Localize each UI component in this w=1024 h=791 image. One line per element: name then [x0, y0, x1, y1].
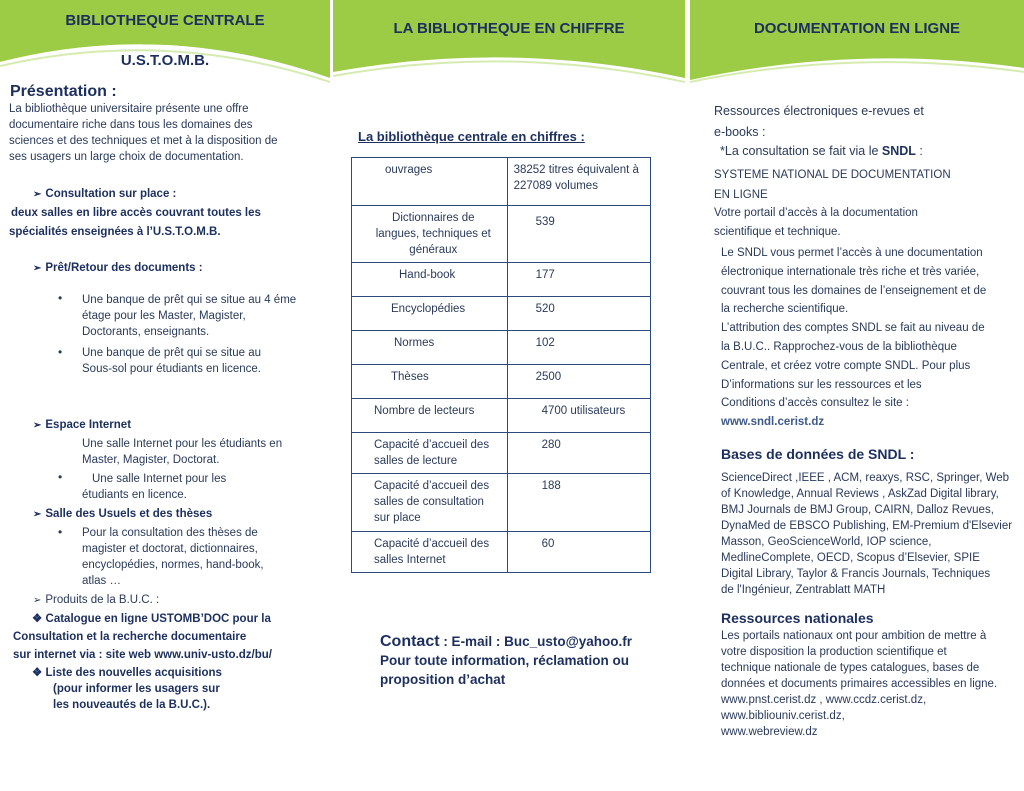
table-cell-value: 102 [507, 331, 650, 365]
table-cell-label: Normes [352, 331, 508, 365]
sndl-name: SYSTEME NATIONAL DE DOCUMENTATION EN LIGNE [714, 169, 951, 201]
bullet-dot: • [58, 291, 63, 305]
table-cell-label: Dictionnaires de langues, techniques et généraux [352, 206, 508, 263]
header-subtitle: U.S.T.O.M.B. [120, 52, 210, 69]
consultation-heading: ➢ Consultation sur place : [33, 186, 176, 203]
table-cell-value: 4700 utilisateurs [507, 399, 650, 433]
nationales-heading: Ressources nationales [721, 610, 874, 626]
contact-label: Contact [380, 633, 440, 650]
table-cell-value: 2500 [507, 365, 650, 399]
column-documentation [690, 0, 1024, 791]
table-row [352, 433, 651, 474]
link-bibliouniv[interactable]: www.bibliouniv.cerist.dz, [721, 710, 845, 722]
bullet-dot: • [58, 525, 63, 539]
table-cell-value: 188 [507, 474, 650, 532]
pret-item-1: Une banque de prêt qui se situe au 4 éme étage pour les Master, Magister, Doctorants, enseignants. [82, 294, 297, 338]
table-row [352, 297, 651, 331]
sndl-description: Le SNDL vous permet l’accès à une documentation électronique internationale très riche et très variée, couvrant tous les domaines de l’enseignement et de la recherche scientifique. L’attribution des comptes SNDL se fait au niveau de la B.U.C.. Rapprochez-vous de la bibliothèque Centrale, et créez votre compte SNDL. Pour plus D’informations sur les ressources et les Conditions d’accès consultez le site : www.sndl.cerist.dz [721, 244, 1021, 432]
liste-item: ❖ Liste des nouvelles acquisitions (pour informer les usagers sur les nouveautés de la B.U.C.). [32, 667, 222, 711]
nationales-text: Les portails nationaux ont pour ambition de mettre à votre disposition la production scientifique et technique nationale de types catalogues, bases de données et documents primaires accessibles en ligne. www.pnst.cerist.dz , www.ccdz.cerist.dz, www.bibliouniv.cerist.dz, www.webreview.dz [721, 628, 1023, 740]
table-cell-value: 38252 titres équivalent à 227089 volumes [507, 158, 650, 206]
link-webreview[interactable]: www.webreview.dz [721, 726, 818, 738]
catalogue-item: ❖ Catalogue en ligne USTOMB’DOC pour la Consultation et la recherche documentaire sur internet via : site web www.univ-usto.dz/bu/ [13, 611, 328, 663]
table-cell-label: Nombre de lecteurs [352, 399, 508, 433]
bullet-dot: • [58, 470, 63, 484]
presentation-heading: Présentation : [10, 83, 117, 100]
table-cell-label: Thèses [352, 365, 508, 399]
consultation-text: deux salles en libre accès couvrant toutes les spécialités enseignées à l’U.S.T.O.M.B. [9, 207, 261, 238]
header-wave [690, 0, 1024, 84]
produits-heading: ➢ Produits de la B.U.C. : [33, 592, 159, 609]
table-cell-value: 280 [507, 433, 650, 474]
header-banner [0, 0, 330, 84]
internet-text: Une salle Internet pour les étudiants en Master, Magister, Doctorat. [82, 438, 283, 466]
header-title: LA BIBLIOTHEQUE EN CHIFFRE [393, 20, 625, 37]
table-cell-value: 520 [507, 297, 650, 331]
sndl-link[interactable]: www.sndl.cerist.dz [721, 416, 825, 429]
table-cell-value: 60 [507, 532, 650, 573]
header-title: BIBLIOTHEQUE CENTRALE [65, 12, 265, 29]
internet-item: Une salle Internet pour les étudiants en licence. [82, 473, 227, 501]
table-row [352, 206, 651, 263]
pret-item-2: Une banque de prêt qui se situe au Sous-sol pour étudiants en licence. [82, 347, 262, 375]
table-cell-label: Encyclopédies [352, 297, 508, 331]
header-banner [333, 0, 685, 84]
bullet-dot: • [58, 345, 63, 359]
stats-subtitle: La bibliothèque centrale en chiffres : [358, 129, 585, 144]
bases-heading: Bases de données de SNDL : [721, 446, 915, 462]
header-title: DOCUMENTATION EN LIGNE [753, 20, 961, 37]
table-cell-label: ouvrages [352, 158, 508, 206]
stats-table [351, 157, 651, 573]
table-cell-value: 177 [507, 263, 650, 297]
diamond-bullet-icon: ❖ [32, 667, 46, 679]
column-chiffres [333, 0, 685, 791]
portail-text: Votre portail d’accès à la documentation scientifique et technique. [714, 207, 918, 238]
diamond-bullet-icon: ❖ [32, 613, 46, 625]
table-row [352, 331, 651, 365]
presentation-text: La bibliothèque universitaire présente une offre documentaire riche dans tous les domaines des sciences et des techniques et met à la disposition de ses usagers un large choix de documentation. [9, 103, 278, 163]
contact-email[interactable]: : E-mail : Buc_usto@yahoo.fr [439, 634, 632, 649]
table-cell-label: Capacité d’accueil des salles de consultation sur place [352, 474, 508, 532]
header-wave [333, 0, 685, 84]
sndl-line: *La consultation se fait via le SNDL : [720, 144, 923, 158]
header-banner [690, 0, 1024, 84]
table-cell-label: Capacité d’accueil des salles Internet [352, 532, 508, 573]
table-row [352, 263, 651, 297]
usuels-heading: ➢ Salle des Usuels et des thèses [33, 506, 212, 523]
table-row [352, 532, 651, 573]
table-row [352, 474, 651, 532]
contact-block: Contact : E-mail : Buc_usto@yahoo.fr Pour toute information, réclamation ou proposition d’achat [380, 633, 632, 687]
table-row [352, 158, 651, 206]
internet-heading: ➢ Espace Internet [33, 417, 131, 434]
table-row [352, 399, 651, 433]
link-pnst-ccdz[interactable]: www.pnst.cerist.dz , www.ccdz.cerist.dz, [721, 694, 927, 706]
intro-text: Ressources électroniques e-revues et e-books : [714, 104, 924, 139]
table-cell-label: Hand-book [352, 263, 508, 297]
table-row [352, 365, 651, 399]
usuels-item: Pour la consultation des thèses de magister et doctorat, dictionnaires, encyclopédies, normes, hand-book, atlas … [82, 527, 264, 587]
pret-heading: ➢ Prêt/Retour des documents : [33, 260, 203, 277]
table-cell-label: Capacité d’accueil des salles de lecture [352, 433, 508, 474]
column-bibliotheque [0, 0, 330, 791]
catalogue-link[interactable]: sur internet via : site web www.univ-usto.dz/bu/ [13, 649, 272, 661]
table-cell-value: 539 [507, 206, 650, 263]
bases-text: ScienceDirect ,IEEE , ACM, reaxys, RSC, Springer, Web of Knowledge, Annual Reviews , AskZad Digital library, BMJ Journals de BMJ Group, CAIRN, Dalloz Revues, DynaMed de EBSCO Publishing, EM-Premium d'Elsevier Masson, GeoScienceWorld, IOP science, MedlineComplete, OECD, Scopus d’Elsevier, SPIE Digital Library, Taylor & Francis Journals, Techniques de l'Ingénieur, Zentrablatt MATH [721, 472, 1013, 596]
